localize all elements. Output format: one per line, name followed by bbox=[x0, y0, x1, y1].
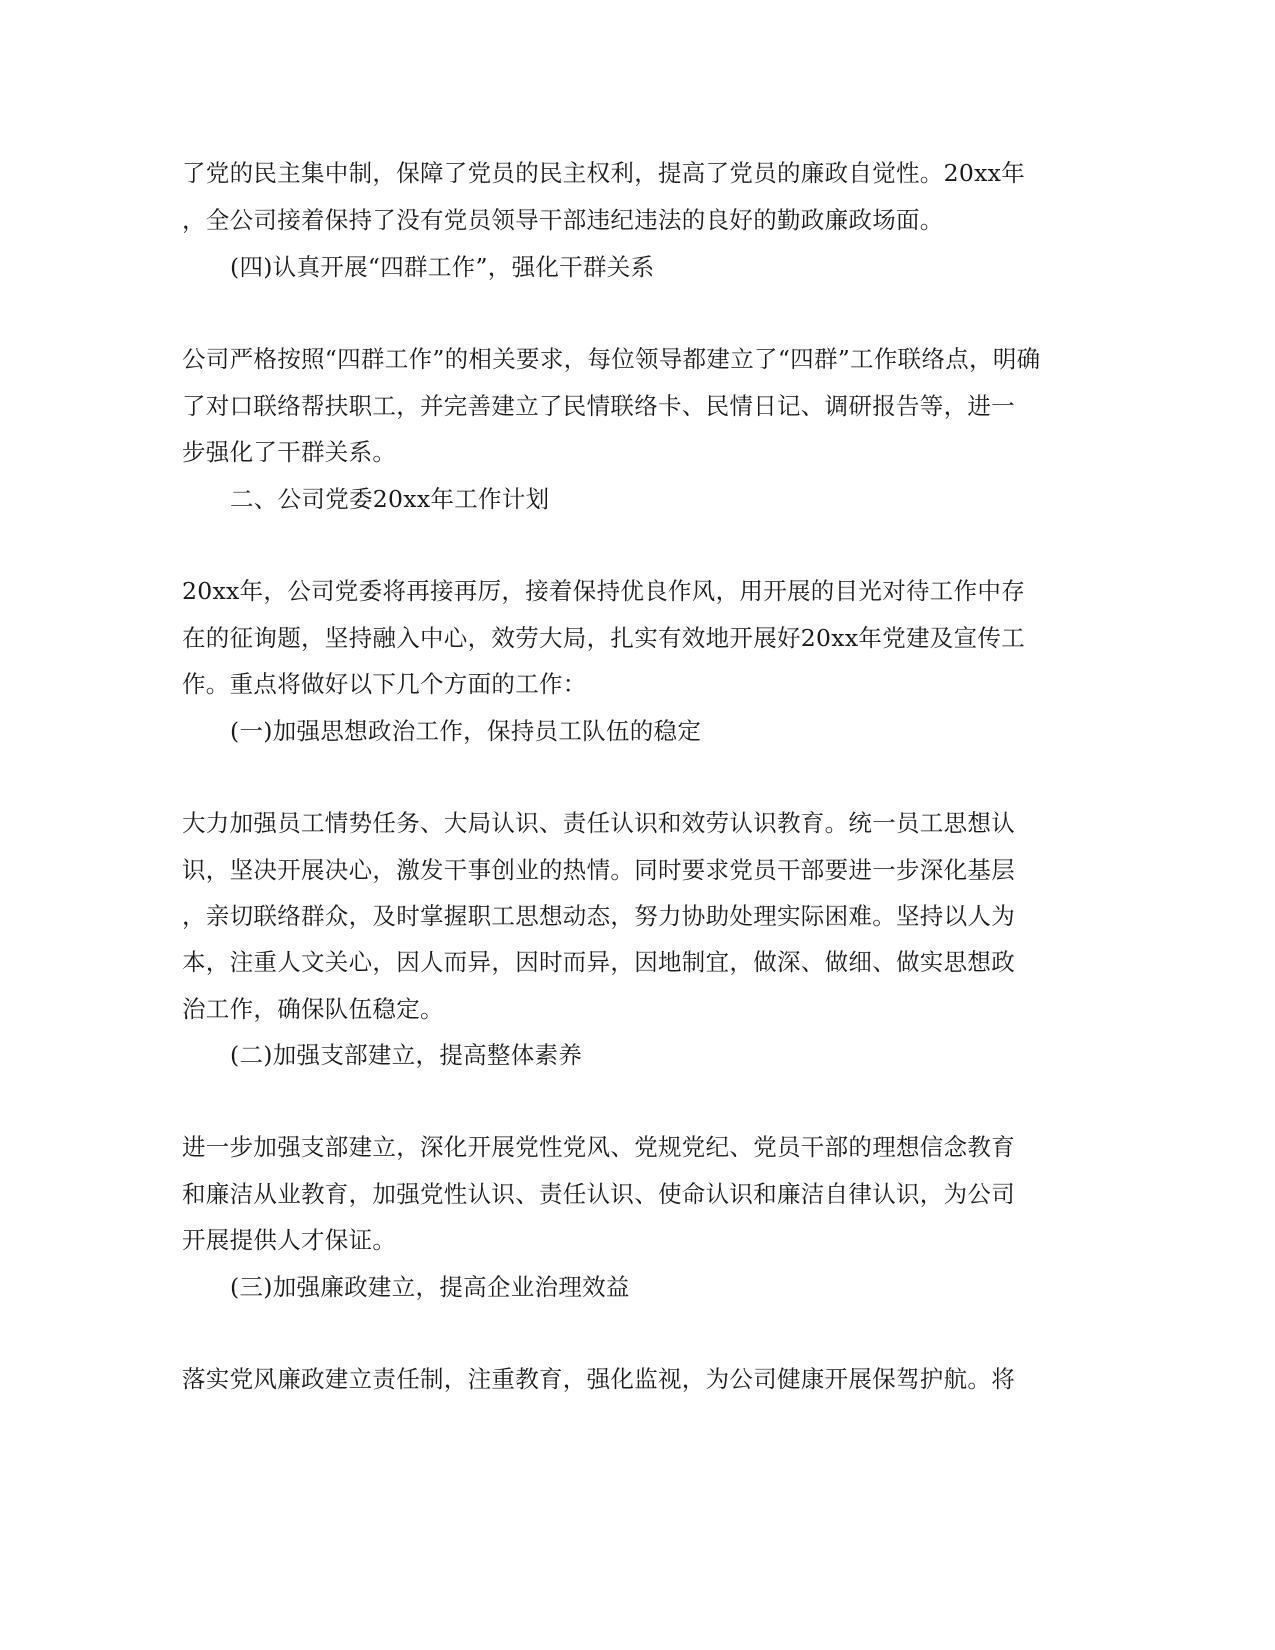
section-heading: (三)加强廉政建立，提高企业治理效益 bbox=[230, 1273, 630, 1301]
text-line: 本，注重人文关心，因人而异，因时而异，因地制宜，做深、做细、做实思想政 bbox=[182, 948, 1015, 976]
section-heading: (二)加强支部建立，提高整体素养 bbox=[230, 1041, 583, 1069]
text-line: 进一步加强支部建立，深化开展党性党风、党规党纪、党员干部的理想信念教育 bbox=[182, 1133, 1015, 1161]
text-line: ，全公司接着保持了没有党员领导干部违纪违法的良好的勤政廉政场面。 bbox=[182, 206, 944, 234]
text-line: 在的征询题，坚持融入中心，效劳大局，扎实有效地开展好20xx年党建及宣传工 bbox=[182, 624, 1026, 652]
text-line: 识，坚决开展决心，激发干事创业的热情。同时要求党员干部要进一步深化基层 bbox=[182, 856, 1015, 884]
text-line: 步强化了干群关系。 bbox=[182, 438, 397, 466]
text-line: 和廉洁从业教育，加强党性认识、责任认识、使命认识和廉洁自律认识，为公司 bbox=[182, 1180, 1015, 1208]
section-heading: (四)认真开展“四群工作”，强化干群关系 bbox=[230, 253, 655, 281]
section-heading: 二、公司党委20xx年工作计划 bbox=[230, 485, 550, 513]
text-line: 大力加强员工情势任务、大局认识、责任认识和效劳认识教育。统一员工思想认 bbox=[182, 809, 1015, 837]
text-line: 落实党风廉政建立责任制，注重教育，强化监视，为公司健康开展保驾护航。将 bbox=[182, 1365, 1015, 1393]
text-line: 了对口联络帮扶职工，并完善建立了民情联络卡、民情日记、调研报告等，进一 bbox=[182, 392, 1015, 420]
text-line: 20xx年，公司党委将再接再厉，接着保持优良作风，用开展的目光对待工作中存 bbox=[182, 577, 1026, 605]
text-line: 公司严格按照“四群工作”的相关要求，每位领导都建立了“四群”工作联络点，明确 bbox=[182, 345, 1041, 373]
text-line: 开展提供人才保证。 bbox=[182, 1226, 397, 1254]
text-line: ，亲切联络群众，及时掌握职工思想动态，努力协助处理实际困难。坚持以人为 bbox=[182, 902, 1015, 930]
text-line: 治工作，确保队伍稳定。 bbox=[182, 995, 444, 1023]
text-line: 了党的民主集中制，保障了党员的民主权利，提高了党员的廉政自觉性。20xx年 bbox=[182, 159, 1026, 187]
text-line: 作。重点将做好以下几个方面的工作： bbox=[182, 670, 587, 698]
section-heading: (一)加强思想政治工作，保持员工队伍的稳定 bbox=[230, 717, 702, 745]
